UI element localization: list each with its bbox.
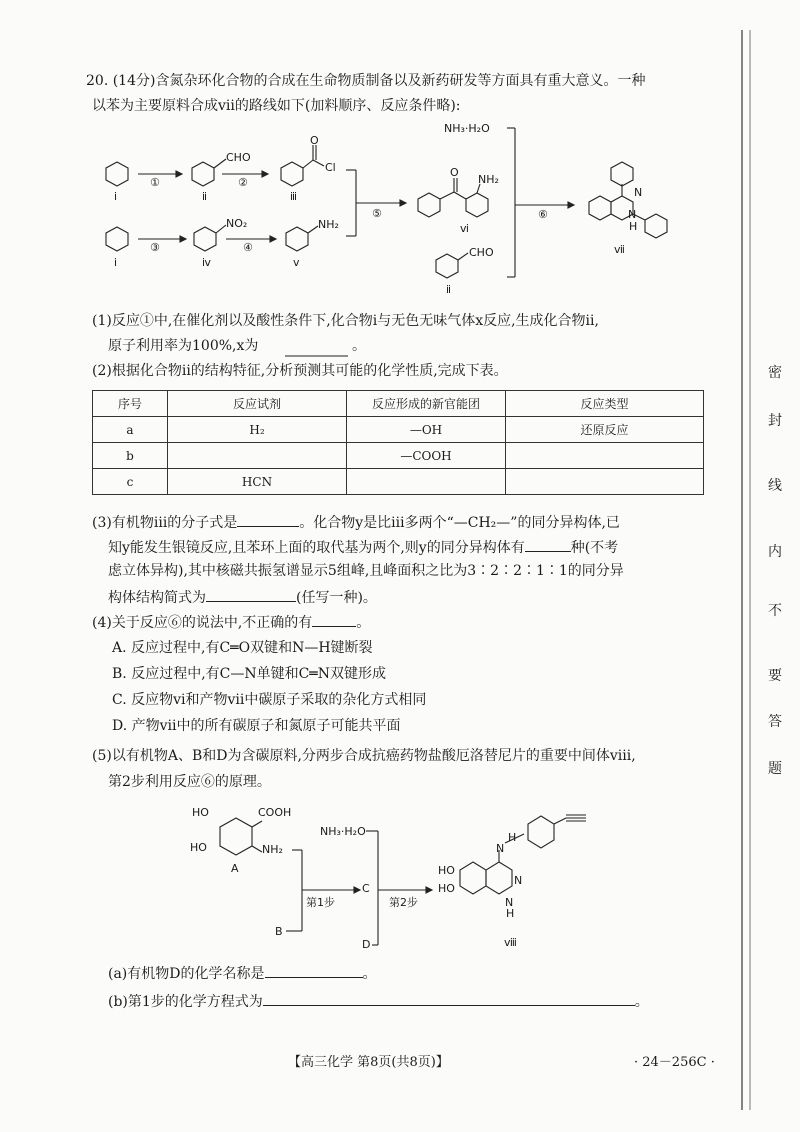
step-5-label: ⑤ [372, 207, 382, 220]
cell [168, 443, 347, 469]
viii-amine-h: H [508, 831, 517, 844]
seal-char: 要 [768, 668, 782, 684]
benzene-ring-i [106, 162, 128, 186]
option-c: C. 反应物ⅵ和产物ⅶ中碳原子采取的杂化方式相同 [112, 692, 427, 708]
property-table [92, 390, 704, 495]
phenyl-ring-vii-right [645, 214, 667, 238]
cell [506, 443, 704, 469]
p3-l4b: (任写一种)。 [296, 590, 377, 606]
p4-q-end: 。 [356, 615, 371, 631]
benzene-ring-vi-a [418, 193, 440, 217]
label-ii-2: ⅱ [446, 283, 452, 296]
A-cooh: COOH [258, 806, 292, 819]
label-iii: ⅲ [290, 190, 298, 203]
th-group: 反应形成的新官能团 [347, 391, 506, 417]
label-iv: ⅳ [202, 256, 211, 269]
ring-h-vii: H [629, 220, 638, 233]
p5-a-q: (a)有机物D的化学名称是 [108, 966, 265, 982]
viii-ring-h: H [506, 907, 515, 920]
p4-q: (4)关于反应⑥的说法中,不正确的有 [92, 615, 313, 631]
benzene-ring-iv [194, 227, 216, 251]
carbonyl-o: O [310, 134, 319, 147]
th-reagent: 反应试剂 [168, 391, 347, 417]
p2-intro: (2)根据化合物ⅱ的结构特征,分析预测其可能的化学性质,完成下表。 [92, 363, 508, 379]
table-header-row [93, 391, 704, 417]
p3-l2b: 种(不考 [570, 540, 619, 556]
footer-page: 【高三化学 第8页(共8页)】 [288, 1055, 449, 1070]
phenyl-ring-viii [528, 816, 554, 848]
step-2-label: ② [238, 176, 248, 189]
table-row [93, 469, 704, 495]
cell: 还原反应 [506, 417, 704, 443]
answer-blank-structure[interactable] [206, 587, 296, 602]
cell: —OH [347, 417, 506, 443]
p3-line4 [108, 587, 377, 607]
nitro-group: NO₂ [226, 217, 248, 230]
answer-blank-formula[interactable] [237, 512, 299, 527]
p1-line2a: 原子利用率为100%,x为 [108, 338, 259, 354]
benzene-ring-viii [460, 862, 486, 894]
p3-l2a: 知y能发生银镜反应,且苯环上面的取代基为两个,则y的同分异构体有 [108, 540, 525, 556]
seal-char: 内 [768, 544, 782, 560]
p3-line3: 虑立体异构),其中核磁共振氢谱显示5组峰,且峰面积之比为3∶2∶2∶1∶1的同分异 [108, 563, 624, 579]
p3-l1a: (3)有机物ⅲ的分子式是 [92, 515, 238, 531]
p5-a [108, 963, 377, 983]
benzene-ring-v [286, 227, 308, 251]
cell: HCN [168, 469, 347, 495]
A-ho-bottom: HO [190, 841, 207, 854]
cell: —COOH [347, 443, 506, 469]
cell: H₂ [168, 417, 347, 443]
cell: b [93, 443, 168, 469]
cell [506, 469, 704, 495]
p3-l4a: 构体结构简式为 [108, 590, 206, 606]
answer-blank-p4[interactable] [312, 612, 356, 627]
step-4-label: ④ [243, 241, 253, 254]
p5-line1: (5)以有机物A、B和D为含碳原料,分两步合成抗癌药物盐酸厄洛替尼片的重要中间体ⅷ, [92, 748, 636, 764]
benzene-ring-A [220, 818, 252, 855]
question-header-2: 以苯为主要原料合成ⅶ的路线如下(加料顺序、反应条件略): [92, 98, 461, 114]
label-B: B [275, 925, 283, 938]
cell: c [93, 469, 168, 495]
ammonia-reagent: NH₃·H₂O [444, 122, 490, 135]
amino-group: NH₂ [318, 218, 339, 231]
viii-ring-n: N [514, 874, 523, 887]
benzene-ring-ii-2 [436, 254, 458, 278]
p5-line2: 第2步利用反应⑥的原理。 [108, 774, 271, 790]
cell: a [93, 417, 168, 443]
seal-char: 线 [768, 478, 782, 494]
ring-n-vii: N [634, 186, 643, 199]
benzene-ring-i-2 [106, 227, 128, 251]
A-nh2: NH₂ [262, 843, 283, 856]
p4-question [92, 612, 370, 632]
th-type: 反应类型 [506, 391, 704, 417]
label-A: A [231, 862, 239, 875]
label-viii: ⅷ [504, 936, 517, 949]
label-C: C [362, 882, 370, 895]
benzene-ring-vi-b [466, 193, 488, 217]
benzene-ring-ii [192, 162, 214, 186]
viii-ring-nh: N [505, 896, 514, 909]
cho-group-2: CHO [469, 246, 494, 259]
step1-label: 第1步 [306, 896, 335, 909]
label-v: ⅴ [293, 256, 300, 269]
step2-label: 第2步 [389, 896, 418, 909]
answer-blank-equation[interactable] [263, 991, 635, 1006]
phenyl-ring-vii-top [611, 162, 633, 186]
carbonyl-o-vi: O [450, 166, 459, 179]
cell [347, 469, 506, 495]
A-ho-top: HO [192, 806, 209, 819]
option-d: D. 产物ⅶ中的所有碳原子和氮原子可能共平面 [112, 718, 401, 734]
table-row [93, 443, 704, 469]
amino-group-vi: NH₂ [478, 173, 499, 186]
answer-blank-d-name[interactable] [265, 963, 363, 978]
label-D: D [362, 938, 371, 951]
label-vi: ⅵ [460, 222, 469, 235]
question-header: 20. (14分)含氮杂环化合物的合成在生命物质制备以及新药研发等方面具有重大意义。一种 [86, 73, 646, 89]
label-ii: ⅱ [202, 190, 208, 203]
viii-ho-bottom: HO [438, 882, 455, 895]
seal-char: 题 [768, 761, 782, 777]
label-i: ⅰ [114, 190, 118, 203]
label-i-2: ⅰ [114, 256, 118, 269]
cho-group: CHO [226, 151, 251, 164]
p3-line1 [92, 512, 620, 532]
viii-ho-top: HO [438, 864, 455, 877]
step-3-label: ③ [150, 241, 160, 254]
label-vii: ⅶ [614, 243, 625, 256]
p5-b [108, 991, 649, 1011]
p3-l1b: 。化合物y是比ⅲ多两个“—CH₂—”的同分异构体,已 [299, 515, 620, 531]
p1-line2b: 。 [352, 338, 366, 354]
th-index: 序号 [93, 391, 168, 417]
seal-char: 封 [768, 413, 782, 429]
step-6-label: ⑥ [538, 208, 548, 221]
p5-b-end: 。 [634, 994, 649, 1010]
benzene-ring-iii [281, 162, 303, 186]
table-row [93, 417, 704, 443]
seal-char: 答 [768, 714, 782, 730]
step-1-label: ① [150, 176, 160, 189]
chloro-group: Cl [325, 161, 336, 174]
footer-code: · 24－256C · [634, 1055, 715, 1070]
option-a: A. 反应过程中,有C═O双键和N—H键断裂 [112, 640, 373, 656]
ring-nh-vii: N [628, 208, 637, 221]
seal-char: 密 [768, 365, 782, 381]
p1-line1: (1)反应①中,在催化剂以及酸性条件下,化合物ⅰ与无色无味气体x反应,生成化合物ⅱ, [92, 313, 599, 329]
option-b: B. 反应过程中,有C—N单键和C═N双键形成 [112, 666, 386, 682]
p5-b-q: (b)第1步的化学方程式为 [108, 994, 263, 1010]
pyrimidine-ring-viii [486, 862, 512, 894]
seal-char: 不 [768, 603, 782, 619]
nh3-reagent-2: NH₃·H₂O [320, 825, 366, 838]
p5-a-end: 。 [362, 966, 377, 982]
answer-blank-count[interactable] [525, 537, 571, 552]
viii-amine-n: N [496, 842, 505, 855]
p3-line2 [108, 537, 618, 557]
benzene-ring-vii-fused [589, 196, 611, 220]
